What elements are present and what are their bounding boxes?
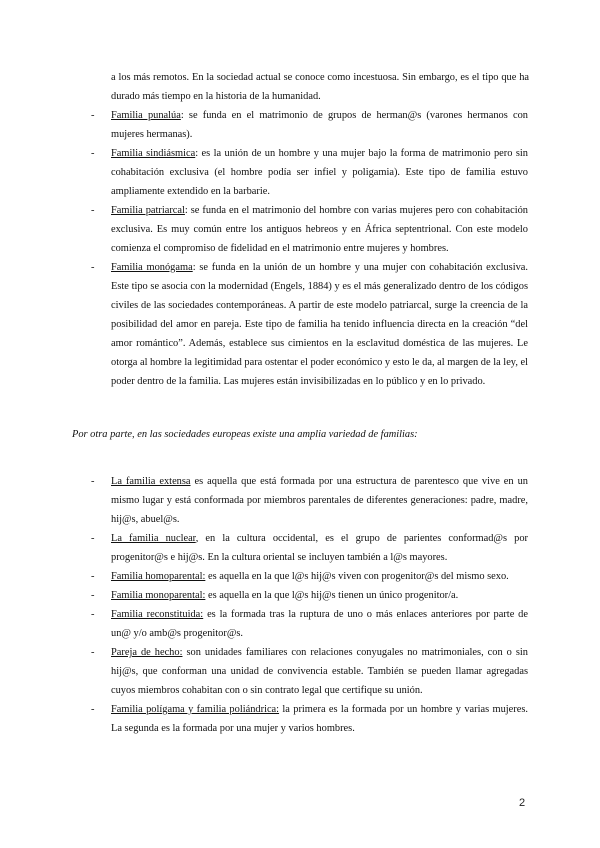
continuation-paragraph: a los más remotos. En la sociedad actual se conoce como incestuosa. Sin embargo, es el tipo que ha durado más tiempo en la historia de la humanidad.	[111, 72, 529, 102]
list-item-text: la primera es la formada por un hombre y varias mujeres. La segunda es la formada por una mujer y varios hombres.	[111, 704, 528, 734]
list-item-text: es aquella que está formada por una estructura de parentesco que vive en un mismo lugar y está conformada por miembros parentales de diferentes generaciones: padre, madre, hij@s, abuel@s.	[111, 476, 528, 525]
list-item-text: son unidades familiares con relaciones conyugales no matrimoniales, con o sin hij@s, que conforman una unidad de convivencia estable. También se pueden llamar agregadas cuyos miembros cohabitan con o sin contrato legal que certifique su unión.	[111, 647, 528, 696]
list-item	[72, 567, 528, 586]
list-item	[72, 472, 528, 529]
list-item-text: : se funda en el matrimonio del hombre con varias mujeres pero con cohabitación exclusiva. Es muy común entre los antiguos hebreos y en África septentrional. Con este modelo comienza el compromiso de fidelidad en el matrimonio entre mujeres y hombres.	[111, 205, 528, 254]
bullet-dash: -	[91, 571, 95, 582]
bullet-dash: -	[91, 110, 95, 121]
list-item-text: es aquella en la que l@s hij@s tienen un único progenitor/a.	[205, 590, 459, 601]
bullet-dash: -	[91, 262, 95, 273]
list-item-term: Familia homoparental:	[111, 571, 206, 582]
list-item-term: La familia extensa	[111, 476, 191, 487]
list-item-term: Pareja de hecho:	[111, 647, 183, 658]
bullet-dash: -	[91, 533, 95, 544]
list-item	[72, 529, 528, 567]
list-item-text: : se funda en la unión de un hombre y una mujer con cohabitación exclusiva. Este tipo se asocia con la modernidad (Engels, 1884) y es el más generalizado dentro de los códigos civiles de las sociedades contemporáneas. A partir de este modelo patriarcal, surge la creencia de la posibilidad del amor en pareja. Este tipo de familia ha tenido influencia directa en la creación “del amor romántico”. Además, establece sus cimientos en la esclavitud doméstica de las mujeres. Le otorga al hombre la legitimidad para ostentar el poder económico y esto le da, al margen de la ley, el poder dentro de la familia. Las mujeres están invisibilizadas en lo público y en lo privado.	[111, 262, 529, 387]
list-item-text: es la formada tras la ruptura de uno o más enlaces anteriores por parte de un@ y/o amb@s progenitor@s.	[111, 609, 528, 639]
list-item-term: La familia nuclear	[111, 533, 196, 544]
list-item-term: Familia punalúa	[111, 110, 181, 121]
list-item	[72, 643, 528, 700]
list-item-text: , en la cultura occidental, es el grupo de parientes conformad@s por progenitor@s e hij@s. En la cultura oriental se incluyen también a l@s mayores.	[111, 533, 528, 563]
bullet-dash: -	[91, 609, 95, 620]
page-number: 2	[519, 797, 526, 809]
bullet-dash: -	[91, 205, 95, 216]
list-item-term: Familia patriarcal	[111, 205, 185, 216]
bullet-dash: -	[91, 148, 95, 159]
list-item	[72, 201, 528, 258]
list-item	[72, 586, 528, 605]
family-types-list-historical	[72, 106, 528, 391]
list-item-term: Familia reconstituida:	[111, 609, 204, 620]
bullet-dash: -	[91, 590, 95, 601]
list-item	[72, 144, 528, 201]
list-item-term: Familia monoparental:	[111, 590, 206, 601]
list-item-term: Familia sindiásmica	[111, 148, 196, 159]
list-item-text: : es la unión de un hombre y una mujer bajo la forma de matrimonio pero sin cohabitación exclusiva (el hombre podía ser infiel y poligamia). Este tipo de familia estuvo ampliamente extendido en la barbarie.	[111, 148, 528, 197]
section-intro: Por otra parte, en las sociedades europeas existe una amplia variedad de familias:	[72, 429, 418, 440]
list-item	[72, 700, 528, 738]
list-item	[72, 106, 528, 144]
list-item	[72, 258, 528, 391]
list-item-term: Familia monógama	[111, 262, 193, 273]
list-item-text: : se funda en el matrimonio de grupos de herman@s (varones hermanos con mujeres hermanas).	[111, 110, 528, 140]
list-item-term: Familia polígama y familia poliándrica:	[111, 704, 280, 715]
list-item	[72, 605, 528, 643]
bullet-dash: -	[91, 704, 95, 715]
bullet-dash: -	[91, 647, 95, 658]
list-item-text: es aquella en la que l@s hij@s viven con progenitor@s del mismo sexo.	[205, 571, 509, 582]
family-types-list-european	[72, 472, 528, 738]
bullet-dash: -	[91, 476, 95, 487]
